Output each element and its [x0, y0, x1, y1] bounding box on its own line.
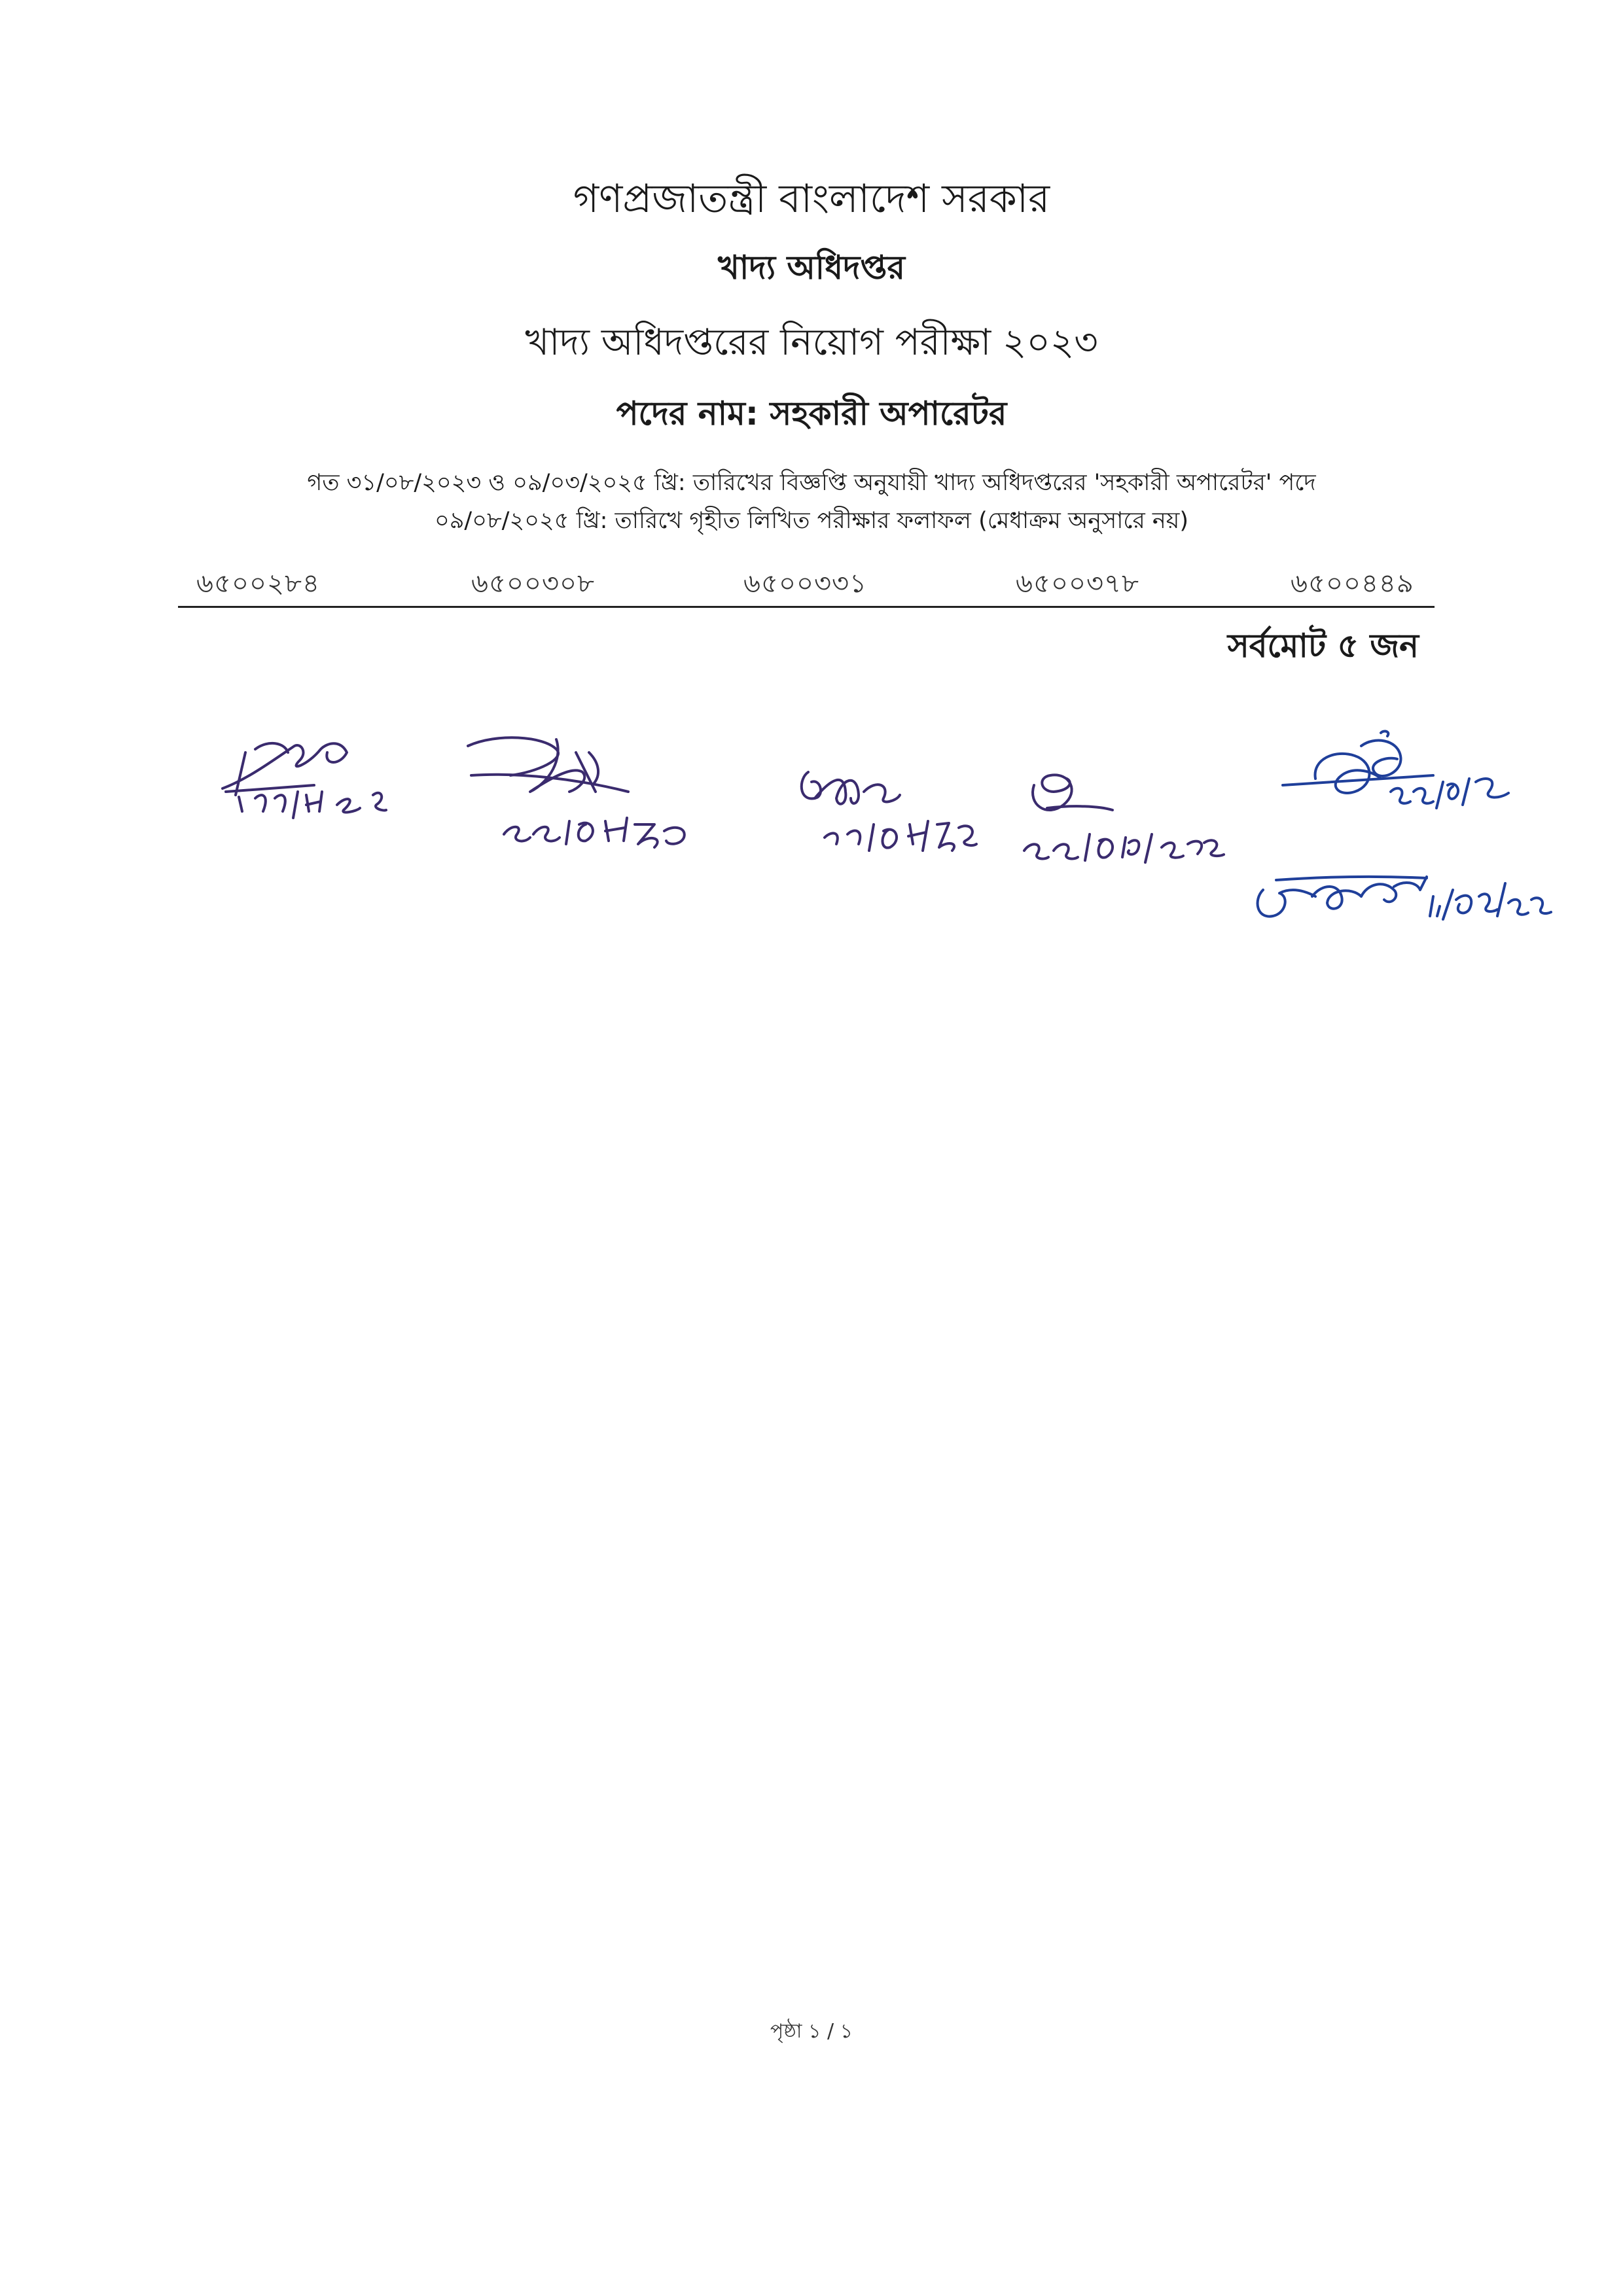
signature-2 [458, 726, 707, 857]
total-count: সর্বমোট ৫ জন [1227, 627, 1419, 665]
roll-number: ৬৫০০৩৩১ [743, 569, 867, 599]
signature-3 [785, 752, 995, 864]
roll-number: ৬৫০০৪৪৯ [1291, 569, 1414, 599]
roll-number-list [178, 563, 1435, 609]
department-title: খাদ্য অধিদপ্তর [717, 249, 905, 287]
divider-line [178, 606, 1435, 608]
page-number: পৃষ্ঠা ১ / ১ [770, 2020, 853, 2043]
post-title: পদের নাম: সহকারী অপারেটর [616, 395, 1007, 433]
description-line-1: গত ৩১/০৮/২০২৩ ও ০৯/০৩/২০২৫ খ্রি: তারিখের বিজ্ঞপ্তি অনুযায়ী খাদ্য অধিদপ্তরের 'সহকারী অপারেটর' পদে [307, 470, 1316, 496]
government-title: গণপ্রজাতন্ত্রী বাংলাদেশ সরকার [573, 176, 1050, 222]
signature-4 [1008, 759, 1230, 870]
roll-number: ৬৫০০৩০৮ [471, 569, 595, 599]
signature-5 [1276, 720, 1525, 851]
signature-1 [209, 713, 425, 824]
roll-number: ৬৫০০২৮৪ [196, 569, 320, 599]
roll-number: ৬৫০০৩৭৮ [1016, 569, 1139, 599]
exam-title: খাদ্য অধিদপ্তরের নিয়োগ পরীক্ষা ২০২৩ [525, 321, 1098, 364]
signature-6 [1243, 851, 1558, 942]
description-line-2: ০৯/০৮/২০২৫ খ্রি: তারিখে গৃহীত লিখিত পরীক্ষার ফলাফল (মেধাক্রম অনুসারে নয়) [434, 508, 1189, 534]
